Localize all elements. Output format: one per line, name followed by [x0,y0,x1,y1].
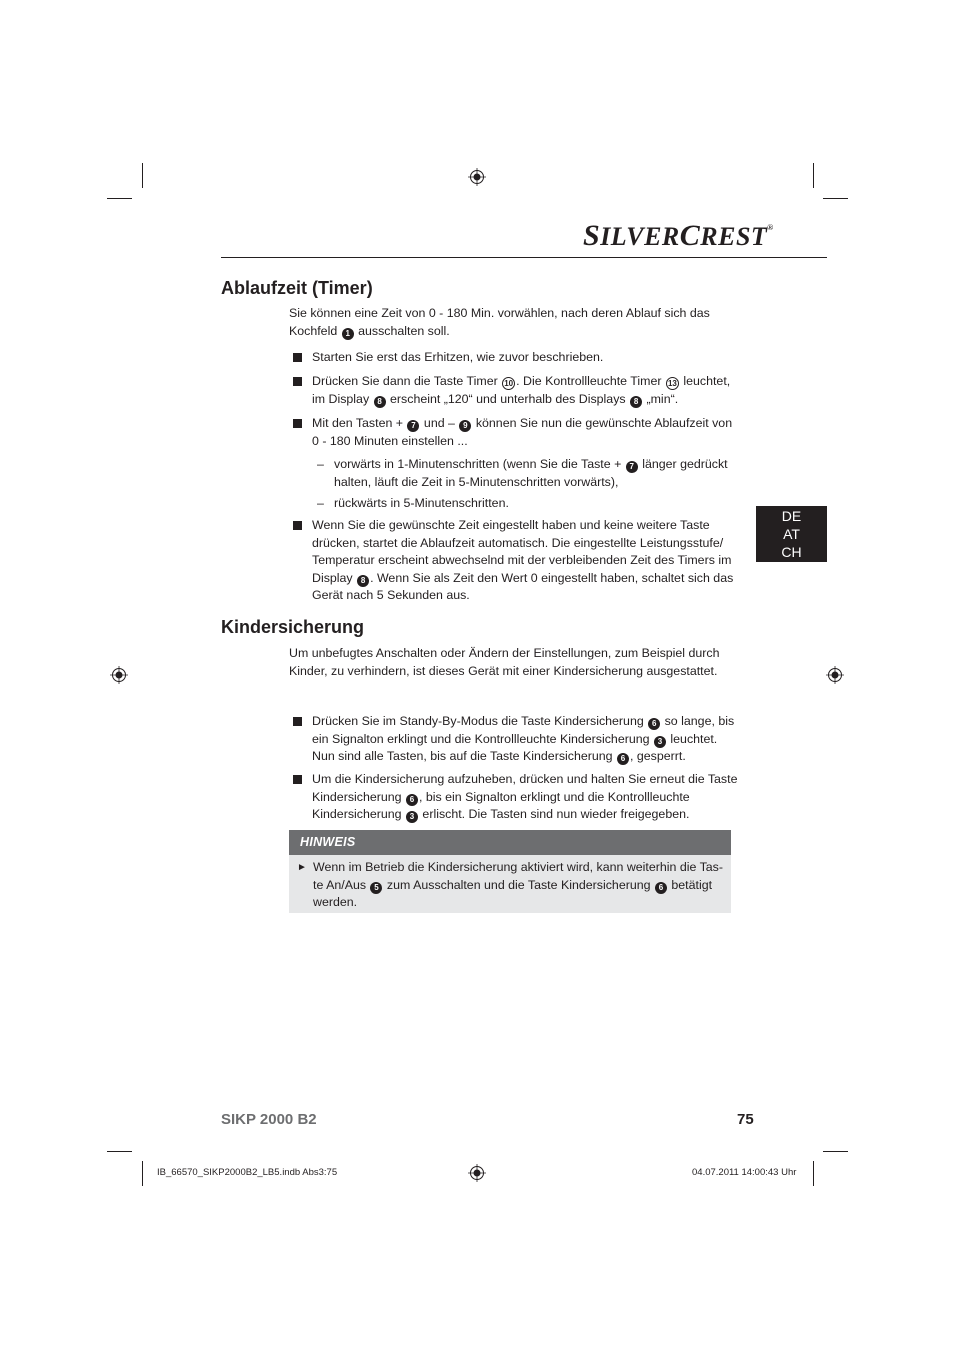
list-item: Mit den Tasten + 7 und – 9 können Sie nun die gewünschte Ablaufzeit von 0 - 180 Minuten einstellen ... [293,415,738,451]
crop-mark [142,163,143,188]
language-code: CH [781,544,802,560]
crop-mark [813,1161,814,1186]
callout-number: 6 [655,882,667,894]
child-lock-intro: Um unbefugtes Anschalten oder Ändern der Einstellungen, zum Beispiel durch Kinder, zu verhindern, ist dieses Gerät mit einer Kindersicherung ausgestattet. [289,646,720,678]
bullet-square-icon [293,377,302,386]
print-slug-right: 04.07.2011 14:00:43 Uhr [692,1167,797,1178]
callout-number: 6 [648,718,660,730]
list-item: Um die Kindersicherung aufzuheben, drücken und halten Sie erneut die Taste Kindersicherung 6 , bis ein Signalton erklingt und die Kontrollleuchte Kindersicherung 3 erlischt. Die Tasten sind nun wieder freigegeben. [293,771,738,825]
callout-number: 8 [630,396,642,408]
list-item: Drücken Sie im Standy-By-Modus die Taste Kindersicherung 6 so lange, bis ein Signalton erklingt und die Kontrollleuchte Kindersicherung 3 leuchtet. Nun sind alle Tasten, bis auf die Taste Kindersicherung 6 , gesperrt. [293,713,738,767]
callout-number: 7 [626,461,638,473]
note-text: Wenn im Betrieb die Kindersicherung aktiviert wird, kann weiterhin die Tas-te An/Aus 5 zum Ausschalten und die Taste Kindersicherung 6 betätigt werden. [313,860,724,909]
section-title-timer: Ablaufzeit (Timer) [221,278,373,298]
callout-number: 3 [406,811,418,823]
bullet-square-icon [293,353,302,362]
sub-list-item: – vorwärts in 1-Minutenschritten (wenn Sie die Taste + 7 länger gedrückt halten, läuft die Zeit in 5-Minutenschritten vorwärts), [317,457,728,489]
list-item: Starten Sie erst das Erhitzen, wie zuvor beschrieben. [293,349,738,367]
registration-mark-icon [468,168,486,186]
callout-number: 10 [502,377,515,390]
bullet-square-icon [293,521,302,530]
callout-number: 3 [654,736,666,748]
callout-number: 8 [374,396,386,408]
bullet-square-icon [293,419,302,428]
registration-mark-icon [468,1164,486,1182]
crop-mark [142,1161,143,1186]
arrow-right-icon: ► [297,862,307,873]
bullet-square-icon [293,717,302,726]
callout-number: 1 [342,328,354,340]
note-body [289,855,731,913]
callout-number: 9 [459,420,471,432]
callout-number: 8 [357,575,369,587]
silvercrest-logo: SILVERCREST® [583,219,774,252]
section-title-child-lock: Kindersicherung [221,617,365,637]
registration-mark-icon [110,666,128,684]
callout-number: 13 [666,377,679,390]
print-slug-left: IB_66570_SIKP2000B2_LB5.indb Abs3:75 [157,1167,338,1178]
callout-number: 6 [406,794,418,806]
crop-mark [107,1151,132,1152]
callout-number: 7 [407,420,419,432]
language-code: AT [783,526,800,542]
registration-mark-icon [826,666,844,684]
language-tab [756,506,827,562]
list-item: Drücken Sie dann die Taste Timer 10 . Die Kontrollleuchte Timer 13 leuchtet, im Display 8 erscheint „120“ und unterhalb des Displays 8 „min“. [293,373,738,409]
page-number: 75 [737,1111,754,1128]
crop-mark [107,198,132,199]
footer-model: SIKP 2000 B2 [221,1111,317,1128]
crop-mark [823,198,848,199]
header-rule [221,257,827,258]
callout-number: 5 [370,882,382,894]
callout-number: 6 [617,753,629,765]
note-heading: HINWEIS [289,830,731,855]
bullet-square-icon [293,775,302,784]
list-item: Wenn Sie die gewünschte Zeit eingestellt haben und keine weitere Taste drücken, startet die Ablaufzeit automatisch. Die eingestellte Leistungsstufe/ Temperatur erscheint abwechselnd mit der verbleibenden Zeit des Timers im Display 8 . Wenn Sie als Zeit den Wert 0 eingestellt haben, schaltet sich das Gerät nach 5 Sekunden aus. [293,517,738,605]
language-code: DE [781,508,802,524]
crop-mark [813,163,814,188]
timer-intro: Sie können eine Zeit von 0 - 180 Min. vorwählen, nach deren Ablauf sich das Kochfeld 1 ausschalten soll. [289,306,710,338]
sub-list-item: – rückwärts in 5-Minutenschritten. [317,496,509,510]
crop-mark [823,1151,848,1152]
